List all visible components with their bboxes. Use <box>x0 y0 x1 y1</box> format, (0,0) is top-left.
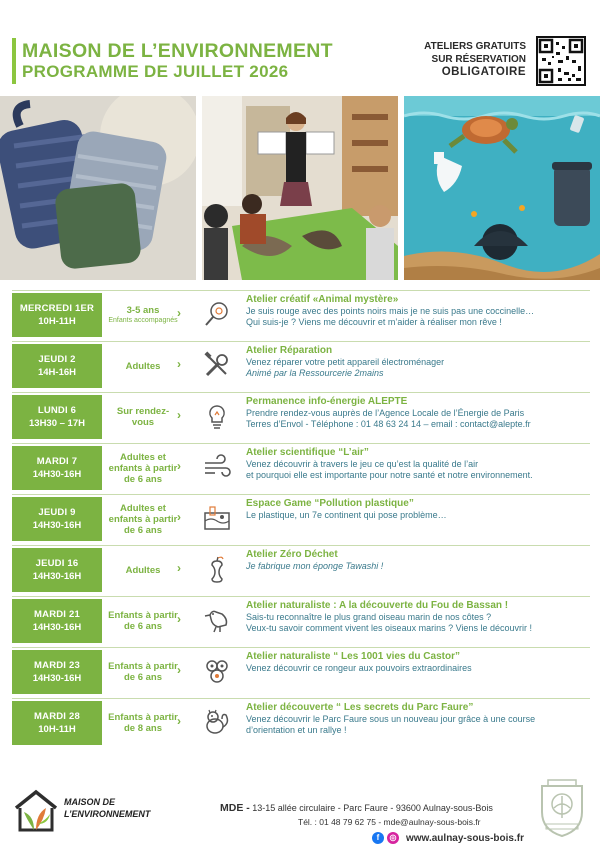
header <box>0 0 600 96</box>
lightbulb-icon <box>200 399 234 433</box>
event-day: LUNDI 6 <box>37 405 77 416</box>
chevron-right-icon: › <box>177 561 181 575</box>
logo-text-line-2: L’ENVIRONNEMENT <box>64 809 151 819</box>
event-description: d’orientation et un rallye ! <box>246 725 347 735</box>
photo-knitted-sponges <box>0 96 196 280</box>
event-date <box>12 701 102 745</box>
event-content <box>246 498 590 521</box>
event-day: JEUDI 2 <box>38 354 76 365</box>
audience-main: Enfants à partir de 8 ans <box>108 712 178 734</box>
chevron-right-icon: › <box>177 714 181 728</box>
audience-sub: Enfants accompagnés <box>108 317 178 324</box>
event-row[interactable] <box>12 341 590 387</box>
event-row[interactable] <box>12 647 590 693</box>
event-description: et pourquoi elle est importante pour notre santé et notre environnement. <box>246 470 533 480</box>
audience-main: Adultes <box>125 564 161 576</box>
event-time: 14H30-16H <box>32 673 82 684</box>
event-time: 10H-11H <box>38 316 76 327</box>
event-content <box>246 447 590 481</box>
event-title: Atelier naturaliste “ Les 1001 vies du Castor” <box>246 651 460 662</box>
logo-text-line-1: MAISON DE <box>64 797 116 807</box>
bird-icon <box>200 603 234 637</box>
audience-main: Enfants à partir de 6 ans <box>108 610 178 632</box>
event-title: Atelier Zéro Déchet <box>246 549 338 560</box>
maison-environnement-logo <box>10 784 62 836</box>
event-time: 10H-11H <box>38 724 76 735</box>
audience-main: Adultes <box>125 360 161 372</box>
audience-main: 3-5 ans <box>126 305 160 316</box>
event-audience <box>107 446 179 490</box>
event-day: JEUDI 9 <box>38 507 76 518</box>
event-content <box>246 702 590 736</box>
event-date <box>12 650 102 694</box>
event-time: 14H30-16H <box>32 520 82 531</box>
event-row[interactable] <box>12 290 590 336</box>
event-audience <box>107 599 179 643</box>
event-date <box>12 599 102 643</box>
event-row[interactable] <box>12 494 590 540</box>
website-link[interactable]: www.aulnay-sous-bois.fr <box>406 832 524 844</box>
event-audience <box>107 650 179 694</box>
event-date <box>12 293 102 337</box>
page-title: MAISON DE L’ENVIRONNEMENT <box>22 40 333 62</box>
event-audience <box>107 344 179 388</box>
event-audience <box>107 497 179 541</box>
event-date <box>12 548 102 592</box>
event-day: MARDI 7 <box>36 456 78 467</box>
event-title: Espace Game “Pollution plastique” <box>246 498 414 509</box>
audience-main: Enfants à partir de 6 ans <box>108 661 178 683</box>
event-time: 14H-16H <box>37 367 77 378</box>
event-description: Prendre rendez-vous auprès de l’Agence Locale de l’Énergie de Paris <box>246 408 525 418</box>
event-audience <box>107 701 179 745</box>
event-title: Atelier découverte “ Les secrets du Parc Faure” <box>246 702 474 713</box>
audience-main: Adultes et enfants à partir de 6 ans <box>108 502 178 536</box>
chevron-right-icon: › <box>177 357 181 371</box>
event-day: MERCREDI 1ER <box>19 303 95 314</box>
event-title: Atelier Réparation <box>246 345 333 356</box>
facebook-icon[interactable]: f <box>372 832 384 844</box>
event-day: MARDI 23 <box>34 660 80 671</box>
event-description: Je fabrique mon éponge Tawashi ! <box>246 561 384 571</box>
event-date <box>12 446 102 490</box>
mde-label: MDE - <box>220 802 250 814</box>
page-subtitle: PROGRAMME DE JUILLET 2026 <box>22 62 289 81</box>
event-audience <box>107 395 179 439</box>
plastic-waste-icon <box>200 501 234 535</box>
event-date <box>12 497 102 541</box>
photo-ocean-plastic <box>404 96 600 280</box>
chevron-right-icon: › <box>177 510 181 524</box>
city-crest-icon <box>536 778 588 838</box>
event-content <box>246 600 590 634</box>
instagram-icon[interactable]: ◎ <box>387 832 399 844</box>
event-description: Animé par la Ressourcerie 2mains <box>246 368 384 378</box>
event-description: Je suis rouge avec des points noirs mais je ne suis pas une coccinelle… <box>246 306 535 316</box>
ateliers-line-3: OBLIGATOIRE <box>441 66 526 78</box>
audience-main: Sur rendez-vous <box>116 406 170 428</box>
beaver-icon <box>200 654 234 688</box>
ateliers-line-2: SUR RÉSERVATION <box>431 54 526 65</box>
event-row[interactable] <box>12 596 590 642</box>
event-time: 14H30-16H <box>32 571 82 582</box>
event-row[interactable] <box>12 545 590 591</box>
event-audience <box>107 293 179 337</box>
photo-strip <box>0 96 600 280</box>
event-title: Atelier naturaliste : A la découverte du Fou de Bassan ! <box>246 600 509 611</box>
event-row[interactable] <box>12 698 590 744</box>
event-content <box>246 294 590 328</box>
event-description: Venez découvrir à travers le jeu ce qu’est la qualité de l’air <box>246 459 479 469</box>
ateliers-line-1: ATELIERS GRATUITS <box>424 41 526 52</box>
event-time: 13H30 – 17H <box>29 418 85 429</box>
event-description: Sais-tu reconnaître le plus grand oiseau marin de nos côtes ? <box>246 612 492 622</box>
event-content <box>246 396 590 430</box>
event-audience <box>107 548 179 592</box>
event-time: 14H30-16H <box>32 622 82 633</box>
event-date <box>12 344 102 388</box>
footer-contact[interactable]: Tél. : 01 48 79 62 75 - mde@aulnay-sous-bois.fr <box>298 817 481 827</box>
event-description: Terres d’Envol - Téléphone : 01 48 63 24 14 – email : contact@alepte.fr <box>246 419 531 429</box>
event-row[interactable] <box>12 392 590 438</box>
address-text: 13-15 allée circulaire - Parc Faure - 93600 Aulnay-sous-Bois <box>252 803 493 813</box>
event-description: Venez découvrir le Parc Faure sous un nouveau jour grâce à une course <box>246 714 536 724</box>
apple-core-icon <box>200 552 234 586</box>
event-day: JEUDI 16 <box>35 558 79 569</box>
chevron-right-icon: › <box>177 459 181 473</box>
footer-address <box>220 802 493 814</box>
event-time: 14H30-16H <box>32 469 82 480</box>
chevron-right-icon: › <box>177 408 181 422</box>
photo-children-workshop <box>202 96 398 280</box>
event-title: Atelier scientifique “L’air” <box>246 447 369 458</box>
squirrel-icon <box>200 705 234 739</box>
event-title: Permanence info-énergie ALEPTE <box>246 396 408 407</box>
footer <box>0 770 600 849</box>
event-description: Veux-tu savoir comment vivent les oiseaux marins ? Viens le découvrir ! <box>246 623 532 633</box>
chevron-right-icon: › <box>177 663 181 677</box>
wind-icon <box>200 450 234 484</box>
event-description: Qui suis-je ? Viens me découvrir et m’aider à réaliser mon rêve ! <box>246 317 502 327</box>
event-row[interactable] <box>12 443 590 489</box>
header-accent-bar <box>12 38 16 84</box>
chevron-right-icon: › <box>177 612 181 626</box>
event-content <box>246 549 590 572</box>
ateliers-notice <box>424 40 526 79</box>
event-day: MARDI 21 <box>34 609 80 620</box>
event-description: Venez découvrir ce rongeur aux pouvoirs extraordinaires <box>246 663 472 673</box>
chevron-right-icon: › <box>177 306 181 320</box>
event-date <box>12 395 102 439</box>
event-title: Atelier créatif «Animal mystère» <box>246 294 399 305</box>
audience-main: Adultes et enfants à partir de 6 ans <box>108 451 178 485</box>
logo-text <box>64 796 150 820</box>
qr-code-icon[interactable] <box>536 36 586 86</box>
tools-icon <box>200 348 234 382</box>
social-links <box>372 832 524 844</box>
event-description: Venez réparer votre petit appareil électroménager <box>246 357 445 367</box>
event-content <box>246 345 590 379</box>
event-content <box>246 651 590 674</box>
magnifier-icon <box>200 297 234 331</box>
event-day: MARDI 28 <box>34 711 80 722</box>
event-description: Le plastique, un 7e continent qui pose problème… <box>246 510 447 520</box>
